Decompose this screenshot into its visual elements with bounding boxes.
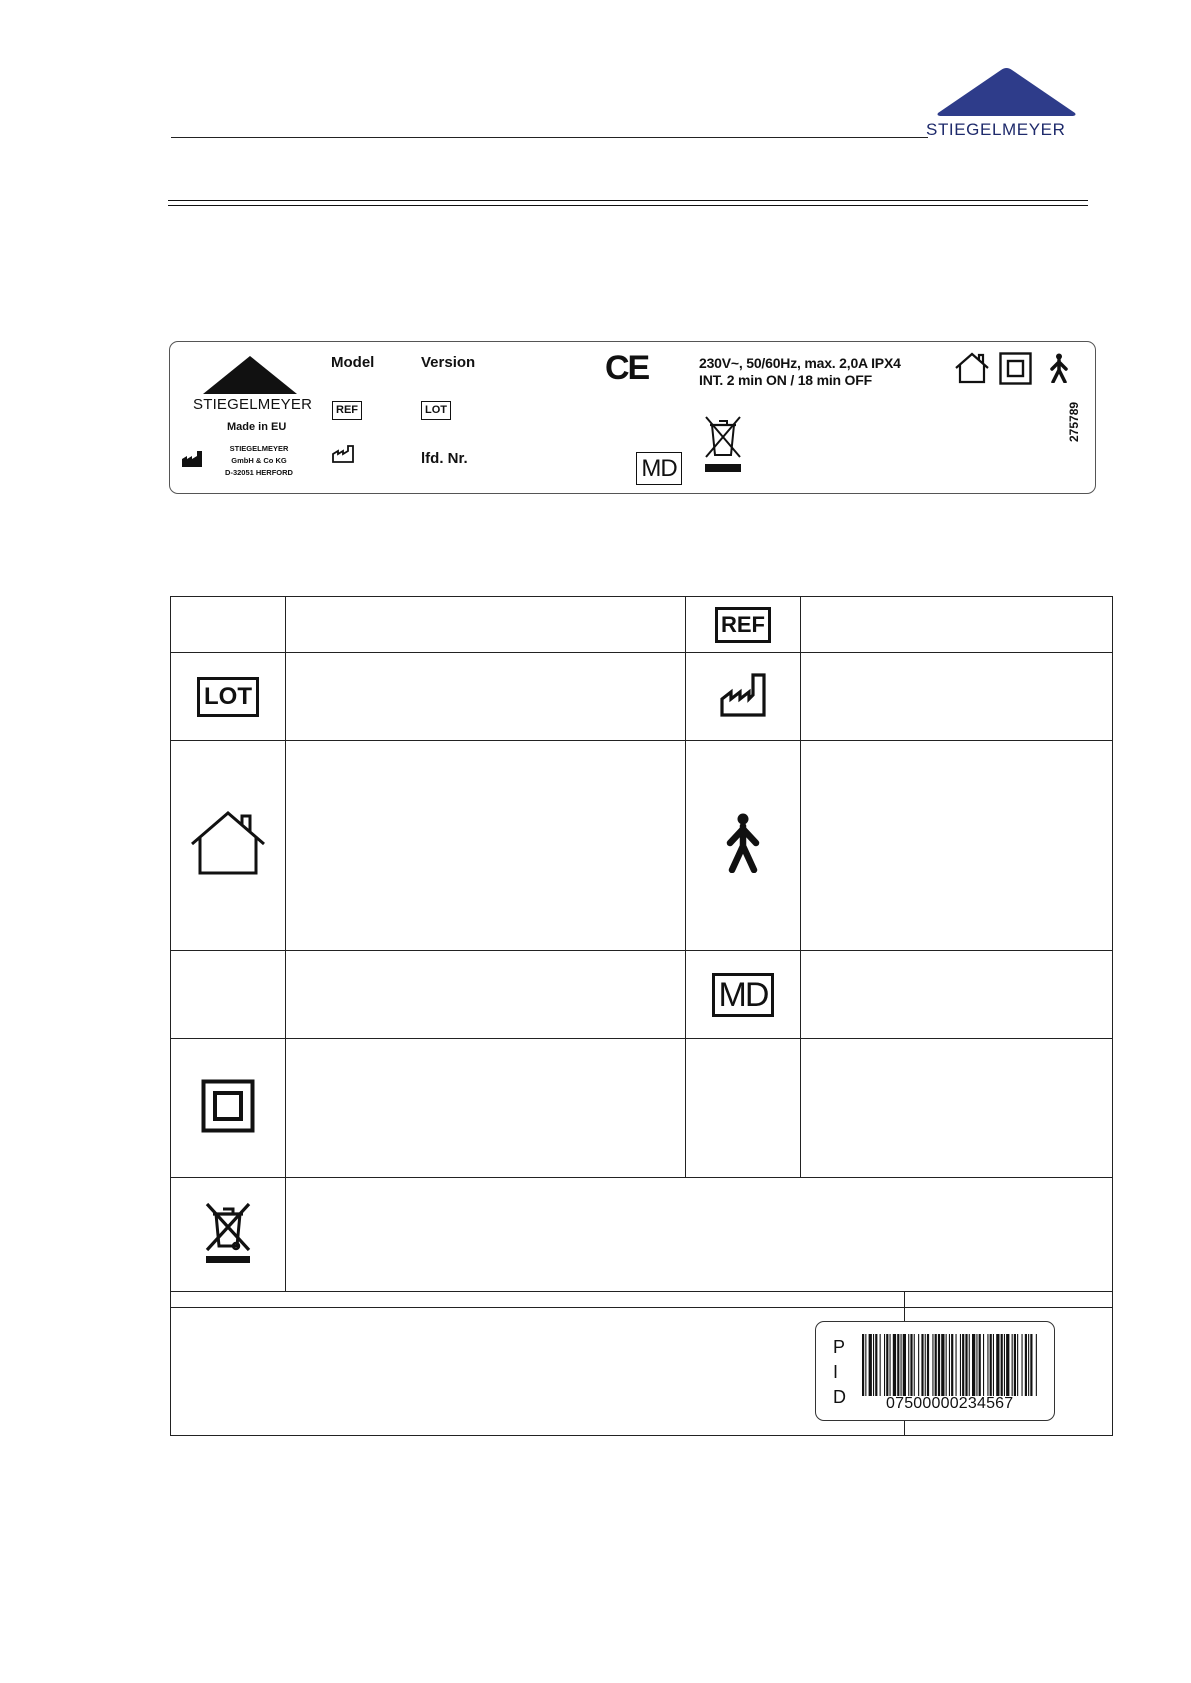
table-row [171,653,1113,741]
table-row [171,1178,1113,1292]
manufacturer-icon [720,671,766,717]
weee-icon [202,1200,254,1264]
address-line: GmbH & Co KG [231,456,287,465]
barcode-bar [962,1334,964,1396]
plate-logo-icon [203,356,297,394]
pid-letters [833,1335,846,1410]
table-cell [171,1178,286,1292]
barcode-bar [1012,1334,1013,1396]
table-cell [801,951,1113,1039]
table-cell [286,1178,1113,1292]
header-double-rule [168,200,1088,206]
address-line: D-32051 HERFORD [225,468,293,477]
barcode-bar [983,1334,984,1396]
table-row [171,1292,1113,1308]
protection-class-ii-icon [201,1079,255,1133]
lot-icon: LOT [197,677,259,717]
barcode-bar [1004,1334,1005,1396]
barcode-bar [946,1334,947,1396]
spec-line: INT. 2 min ON / 18 min OFF [699,372,872,388]
plate-made-in: Made in EU [227,421,287,433]
barcode-bar [1028,1334,1029,1396]
lot-symbol: LOT [421,401,451,420]
house-icon [954,352,990,384]
barcode-bar [972,1334,975,1396]
table-cell [171,1292,905,1308]
barcode-bar [935,1334,937,1396]
spec-line: 230V~, 50/60Hz, max. 2,0A IPX4 [699,355,901,371]
barcode-bar [1022,1334,1023,1396]
type-label-plate [169,341,1096,494]
barcode-bar [910,1334,912,1396]
table-cell [686,741,801,951]
pid-barcode-label [815,1321,1055,1421]
barcode-bar [925,1334,926,1396]
ref-symbol: REF [332,401,362,420]
barcode-bar [927,1334,929,1396]
table-cell [801,597,1113,653]
weee-bin-icon [700,413,746,473]
barcode-bar [886,1334,888,1396]
table-cell [171,597,286,653]
barcode-bar [949,1334,950,1396]
barcode-bar [938,1334,940,1396]
barcode-bar [990,1334,992,1396]
barcode-bar [869,1334,872,1396]
table-cell [286,653,686,741]
medical-device-icon: MD [712,973,775,1017]
barcode-bar [956,1334,957,1396]
plate-address [222,443,296,479]
table-cell [801,741,1113,951]
table-cell [171,741,286,951]
table-cell [286,597,686,653]
barcode-bar [960,1334,961,1396]
barcode-bar [965,1334,967,1396]
barcode-bar [908,1334,909,1396]
barcode-bar [979,1334,981,1396]
plate-serial-label: lfd. Nr. [421,450,468,467]
table-cell [686,1039,801,1178]
table-cell [801,653,1113,741]
barcode-bar [1017,1334,1018,1396]
barcode-bar [921,1334,923,1396]
barcode-bar [987,1334,988,1396]
factory-icon [181,450,203,468]
pid-letter: I [833,1362,839,1382]
plate-label-id: 275789 [1067,401,1081,442]
table-cell [801,1039,1113,1178]
barcode-bar [862,1334,864,1396]
table-cell [686,653,801,741]
table-row [171,741,1113,951]
barcode-bar [1025,1334,1027,1396]
table-cell [905,1292,1113,1308]
table-cell [171,1039,286,1178]
barcode-bar [932,1334,933,1396]
table-cell [686,597,801,653]
barcode-bar [1014,1334,1016,1396]
barcode-bar [969,1334,970,1396]
table-cell [286,951,686,1039]
plate-spec [699,355,901,389]
table-row [171,1039,1113,1178]
table-cell [171,1308,905,1436]
plate-brand: STIEGELMEYER [193,396,313,413]
applied-part-type-b-icon [723,813,763,873]
barcode-bar [884,1334,885,1396]
double-insulation-icon [999,352,1032,385]
header-brand: STIEGELMEYER [926,120,1066,139]
barcode-bar [1036,1334,1037,1396]
barcode-bar [901,1334,902,1396]
manufacture-date-icon [332,445,354,463]
md-symbol: MD [636,452,682,485]
person-icon [1048,353,1070,383]
barcode-number: 07500000234567 [886,1395,1014,1412]
barcode-bar [873,1334,874,1396]
plate-version-label: Version [421,354,476,371]
barcode-bar [941,1334,944,1396]
barcode-icon [862,1334,1038,1396]
address-line: STIEGELMEYER [229,444,289,453]
table-cell [286,741,686,951]
ref-symbol-large: REF [715,607,771,643]
pid-letter: P [833,1337,846,1357]
table-row [171,597,1113,653]
symbol-table [170,596,1113,1436]
barcode-bar [914,1334,915,1396]
barcode-bar [880,1334,881,1396]
barcode-bar [865,1334,866,1396]
barcode-bar [1030,1334,1032,1396]
ce-mark: CE [605,349,649,387]
barcode-bar [951,1334,953,1396]
barcode-bar [903,1334,906,1396]
table-cell [171,951,286,1039]
table-row [171,951,1113,1039]
barcode-bar [993,1334,994,1396]
barcode-bar [1006,1334,1009,1396]
barcode-bar [893,1334,896,1396]
table-cell [686,951,801,1039]
table-cell [286,1039,686,1178]
barcode-bar [897,1334,899,1396]
barcode-bar [918,1334,919,1396]
barcode-bar [875,1334,877,1396]
barcode-bar [976,1334,977,1396]
stiegelmeyer-logo-icon [934,67,1079,117]
barcode-bar [996,1334,999,1396]
pid-letter: D [833,1387,846,1407]
indoor-use-icon [190,811,266,875]
plate-model-label: Model [331,354,375,371]
barcode-bar [890,1334,891,1396]
table-cell [171,653,286,741]
barcode-bar [1001,1334,1003,1396]
header-rule [171,137,928,138]
